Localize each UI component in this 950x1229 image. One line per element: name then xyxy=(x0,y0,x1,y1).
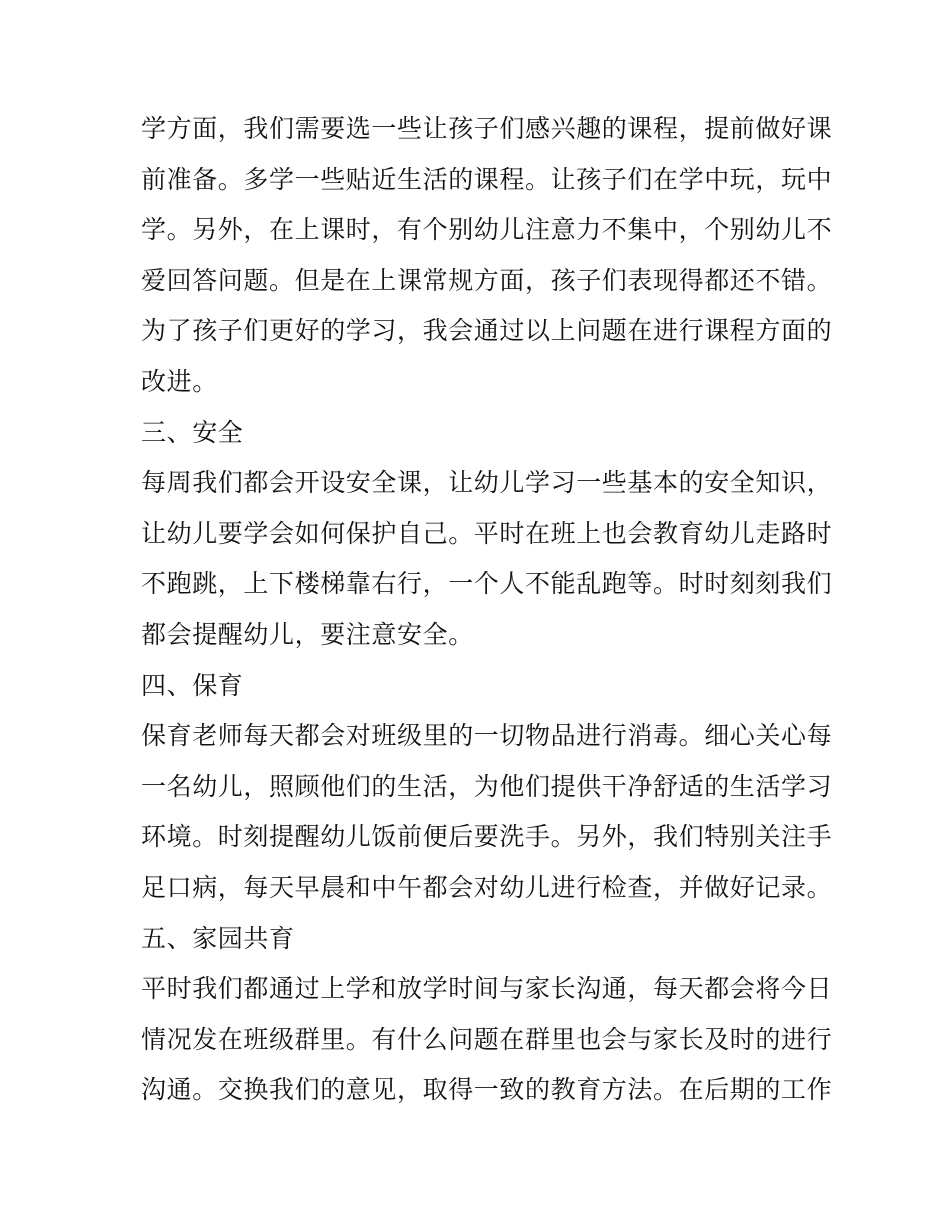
section-heading-safety: 三、安全 xyxy=(141,417,244,447)
paragraph-line: 平时我们都通过上学和放学时间与家长沟通，每天都会将今日 xyxy=(141,974,833,1004)
paragraph-line: 环境。时刻提醒幼儿饭前便后要洗手。另外，我们特别关注手 xyxy=(141,822,833,852)
paragraph-line: 前准备。多学一些贴近生活的课程。让孩子们在学中玩，玩中 xyxy=(141,164,833,194)
paragraph-line: 爱回答问题。但是在上课常规方面，孩子们表现得都还不错。 xyxy=(141,265,833,295)
paragraph-line: 足口病，每天早晨和中午都会对幼儿进行检查，并做好记录。 xyxy=(141,872,833,902)
paragraph-line: 一名幼儿，照顾他们的生活，为他们提供干净舒适的生活学习 xyxy=(141,771,833,801)
section-heading-care: 四、保育 xyxy=(141,670,244,700)
paragraph-line: 保育老师每天都会对班级里的一切物品进行消毒。细心关心每 xyxy=(141,721,833,751)
paragraph-line: 每周我们都会开设安全课，让幼儿学习一些基本的安全知识， xyxy=(141,468,833,498)
paragraph-line: 情况发在班级群里。有什么问题在群里也会与家长及时的进行 xyxy=(141,1024,833,1054)
document-body xyxy=(141,104,833,1116)
paragraph-line: 学。另外，在上课时，有个别幼儿注意力不集中，个别幼儿不 xyxy=(141,215,833,245)
section-heading-home-school: 五、家园共育 xyxy=(141,923,295,953)
paragraph-line: 改进。 xyxy=(141,366,218,396)
paragraph-line: 不跑跳，上下楼梯靠右行，一个人不能乱跑等。时时刻刻我们 xyxy=(141,569,833,599)
paragraph-line: 让幼儿要学会如何保护自己。平时在班上也会教育幼儿走路时 xyxy=(141,518,833,548)
paragraph-line: 沟通。交换我们的意见，取得一致的教育方法。在后期的工作 xyxy=(141,1075,833,1105)
paragraph-line: 都会提醒幼儿，要注意安全。 xyxy=(141,619,474,649)
paragraph-line: 学方面，我们需要选一些让孩子们感兴趣的课程，提前做好课 xyxy=(141,114,833,143)
paragraph-line: 为了孩子们更好的学习，我会通过以上问题在进行课程方面的 xyxy=(141,316,833,346)
